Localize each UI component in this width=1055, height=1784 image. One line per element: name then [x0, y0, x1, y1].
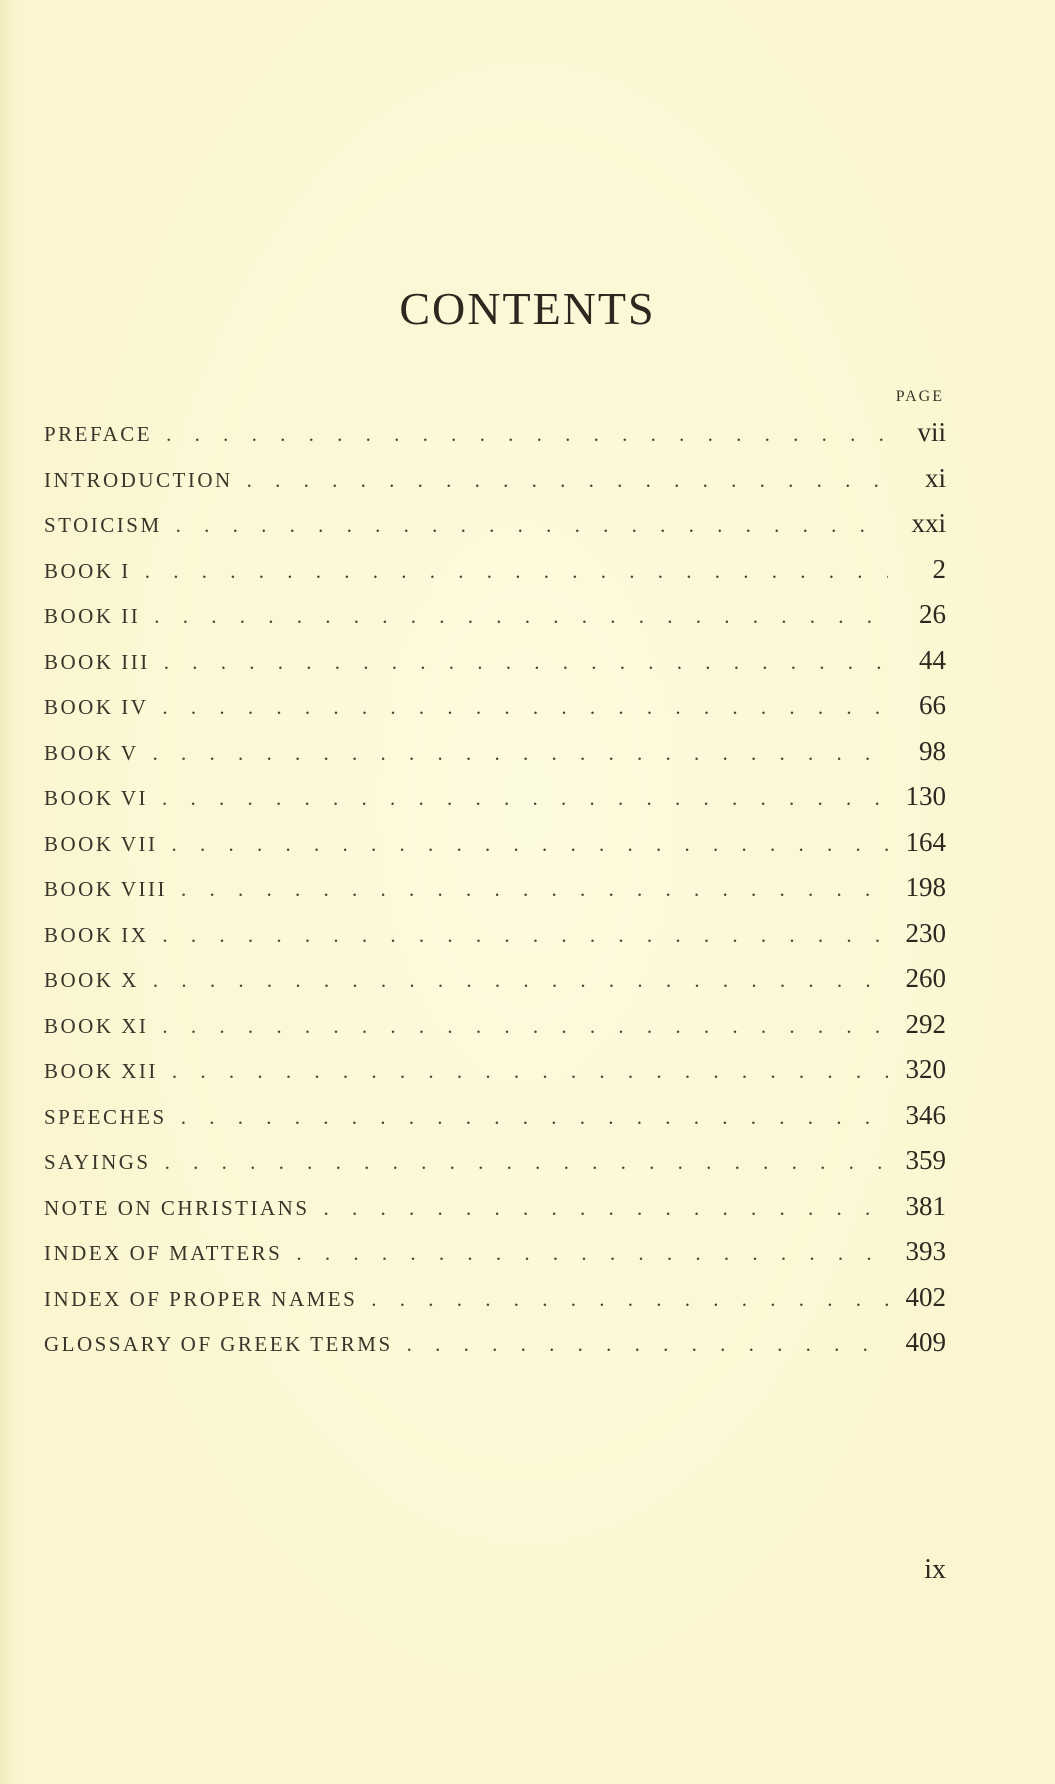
toc-entry-label: BOOK XI [44, 1013, 149, 1038]
page-title: CONTENTS [399, 283, 656, 334]
page-number: ix [924, 1554, 946, 1585]
dot-leader [154, 594, 888, 640]
toc-entry-page: 346 [905, 1099, 946, 1130]
toc-entry-page: 359 [905, 1145, 946, 1175]
dot-leader [407, 1322, 888, 1368]
toc-entry-page: 393 [905, 1236, 946, 1266]
toc-entry [44, 1047, 946, 1093]
toc-entry [44, 638, 946, 684]
toc-entry [44, 501, 946, 547]
toc-entry-label: GLOSSARY OF GREEK TERMS [44, 1332, 393, 1356]
toc-entry-page: 320 [905, 1054, 946, 1084]
toc-entry-page: 409 [905, 1327, 946, 1357]
toc-entry-page: 260 [905, 963, 946, 993]
toc-entry-label: BOOK V [44, 740, 139, 765]
toc-entry-page: 402 [905, 1281, 946, 1312]
toc-entry [44, 729, 946, 775]
toc-entry [44, 1320, 946, 1366]
toc-entry-label: PREFACE [44, 422, 153, 446]
toc-entry-label: BOOK VII [44, 831, 158, 856]
toc-entry-page: 164 [905, 826, 946, 857]
dot-leader [176, 503, 888, 549]
toc-entry-label: INDEX OF MATTERS [44, 1241, 283, 1265]
toc-entry-page: 66 [919, 690, 946, 720]
toc-entry-label: SAYINGS [44, 1150, 151, 1174]
toc-entry [44, 911, 946, 957]
toc-entry [44, 774, 946, 820]
dot-leader [166, 412, 888, 458]
page-column-header: PAGE [895, 388, 944, 405]
toc-entry-label: BOOK X [44, 968, 139, 992]
dot-leader [172, 822, 888, 868]
toc-entry [44, 1138, 946, 1184]
dot-leader [181, 1095, 888, 1141]
dot-leader [162, 776, 888, 822]
toc-entry-label: BOOK IV [44, 695, 149, 719]
toc-entry-page: 2 [932, 553, 946, 584]
dot-leader [324, 1186, 889, 1232]
toc-entry-label: BOOK XII [44, 1059, 158, 1083]
dot-leader [181, 867, 888, 913]
toc-entry-label: BOOK VIII [44, 877, 168, 901]
toc-entry-label: BOOK IX [44, 922, 149, 947]
table-of-contents [44, 384, 946, 1366]
dot-leader [165, 1140, 888, 1186]
toc-list [44, 410, 946, 1366]
toc-entry [44, 820, 946, 866]
toc-entry-label: STOICISM [44, 513, 162, 537]
dot-leader [162, 1004, 888, 1050]
toc-entry [44, 1229, 946, 1275]
toc-entry [44, 1275, 946, 1321]
toc-entry-page: xxi [911, 508, 946, 538]
toc-entry [44, 865, 946, 911]
toc-entry-page: 44 [919, 644, 946, 675]
toc-entry-page: xi [924, 462, 946, 493]
toc-entry-label: NOTE ON CHRISTIANS [44, 1195, 310, 1220]
toc-entry-page: 230 [905, 917, 946, 948]
toc-entry-page: vii [917, 417, 946, 447]
toc-entry-label: INTRODUCTION [44, 467, 233, 492]
dot-leader [164, 640, 888, 686]
dot-leader [172, 1049, 888, 1095]
dot-leader [247, 458, 888, 504]
toc-entry [44, 683, 946, 729]
toc-entry-label: BOOK VI [44, 786, 149, 810]
dot-leader [371, 1277, 888, 1323]
dot-leader [153, 958, 888, 1004]
toc-entry [44, 456, 946, 502]
toc-entry [44, 1093, 946, 1139]
toc-entry [44, 1002, 946, 1048]
toc-entry-page: 98 [919, 735, 946, 766]
toc-entry [44, 956, 946, 1002]
toc-entry-label: SPEECHES [44, 1104, 167, 1129]
toc-entry-page: 292 [905, 1008, 946, 1039]
toc-entry-label: BOOK I [44, 558, 131, 583]
toc-entry [44, 1184, 946, 1230]
dot-leader [153, 731, 888, 777]
dot-leader [162, 685, 888, 731]
toc-entry [44, 410, 946, 456]
dot-leader [145, 549, 888, 595]
toc-entry [44, 547, 946, 593]
toc-entry-label: BOOK II [44, 604, 141, 628]
dot-leader [162, 913, 888, 959]
toc-entry-page: 26 [919, 599, 946, 629]
toc-entry-page: 198 [905, 872, 946, 902]
dot-leader [296, 1231, 888, 1277]
toc-entry-label: INDEX OF PROPER NAMES [44, 1286, 358, 1311]
toc-entry [44, 592, 946, 638]
toc-entry-page: 381 [905, 1190, 946, 1221]
toc-entry-label: BOOK III [44, 649, 150, 674]
toc-entry-page: 130 [905, 781, 946, 811]
